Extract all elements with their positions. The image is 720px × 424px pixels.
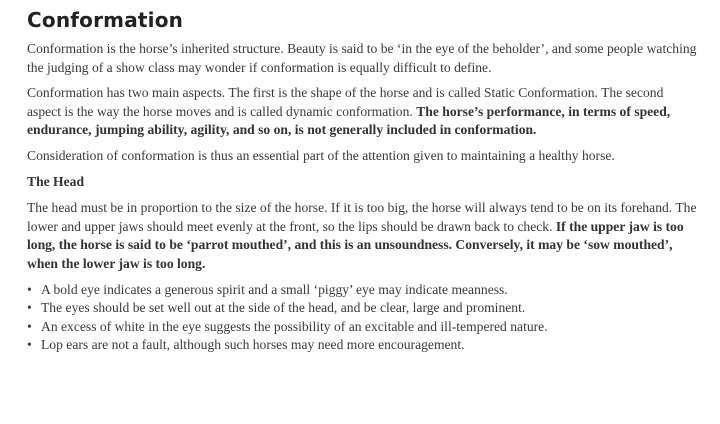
bullet-icon: • [27, 281, 32, 297]
section-heading-head: The Head [27, 173, 85, 189]
list-item-text: A bold eye indicates a generous spirit and a small ‘piggy’ eye may indicate meanness. [41, 281, 508, 297]
article [27, 7, 697, 355]
eye-ear-list [27, 281, 697, 355]
aspects-paragraph [27, 84, 697, 140]
bullet-icon: • [27, 337, 32, 353]
list-item-text: The eyes should be set well out at the side of the head, and be clear, large and prominent. [41, 300, 526, 316]
list-item [27, 299, 697, 318]
bullet-icon: • [27, 318, 32, 334]
intro-paragraph: Conformation is the horse’s inherited structure. Beauty is said to be ‘in the eye of the beholder’, and some people watching the judging of a show class may wonder if conformation is equally difficult to define. [27, 41, 697, 75]
list-item [27, 318, 697, 337]
list-item [27, 336, 697, 355]
head-text: The head must be in proportion to the size of the horse. If it is too big, the horse will always tend to be on its forehand. The lower and upper jaws should meet evenly at the front, so the lips should be drawn back to check. [27, 200, 697, 234]
head-paragraph [27, 199, 697, 273]
page-title: Conformation [27, 8, 184, 32]
list-item-text: Lop ears are not a fault, although such horses may need more encouragement. [41, 337, 465, 353]
aspects-bold-text: The horse’s performance, in terms of speed, endurance, jumping ability, agility, and so on, is not generally included in conformation. [27, 103, 671, 138]
bullet-icon: • [27, 300, 32, 316]
list-item-text: An excess of white in the eye suggests the possibility of an excitable and ill-tempered nature. [41, 318, 548, 334]
list-item [27, 281, 697, 300]
consideration-paragraph: Consideration of conformation is thus an essential part of the attention given to maintaining a healthy horse. [27, 147, 615, 163]
aspects-text: Conformation has two main aspects. The first is the shape of the horse and is called Static Conformation. The second aspect is the way the horse moves and is called dynamic conformation. [27, 85, 664, 119]
head-bold-text: If the upper jaw is too long, the horse is said to be ‘parrot mouthed’, and this is an unsoundness. Conversely, it may be ‘sow mouthed’, when the lower jaw is too long. [27, 218, 684, 271]
